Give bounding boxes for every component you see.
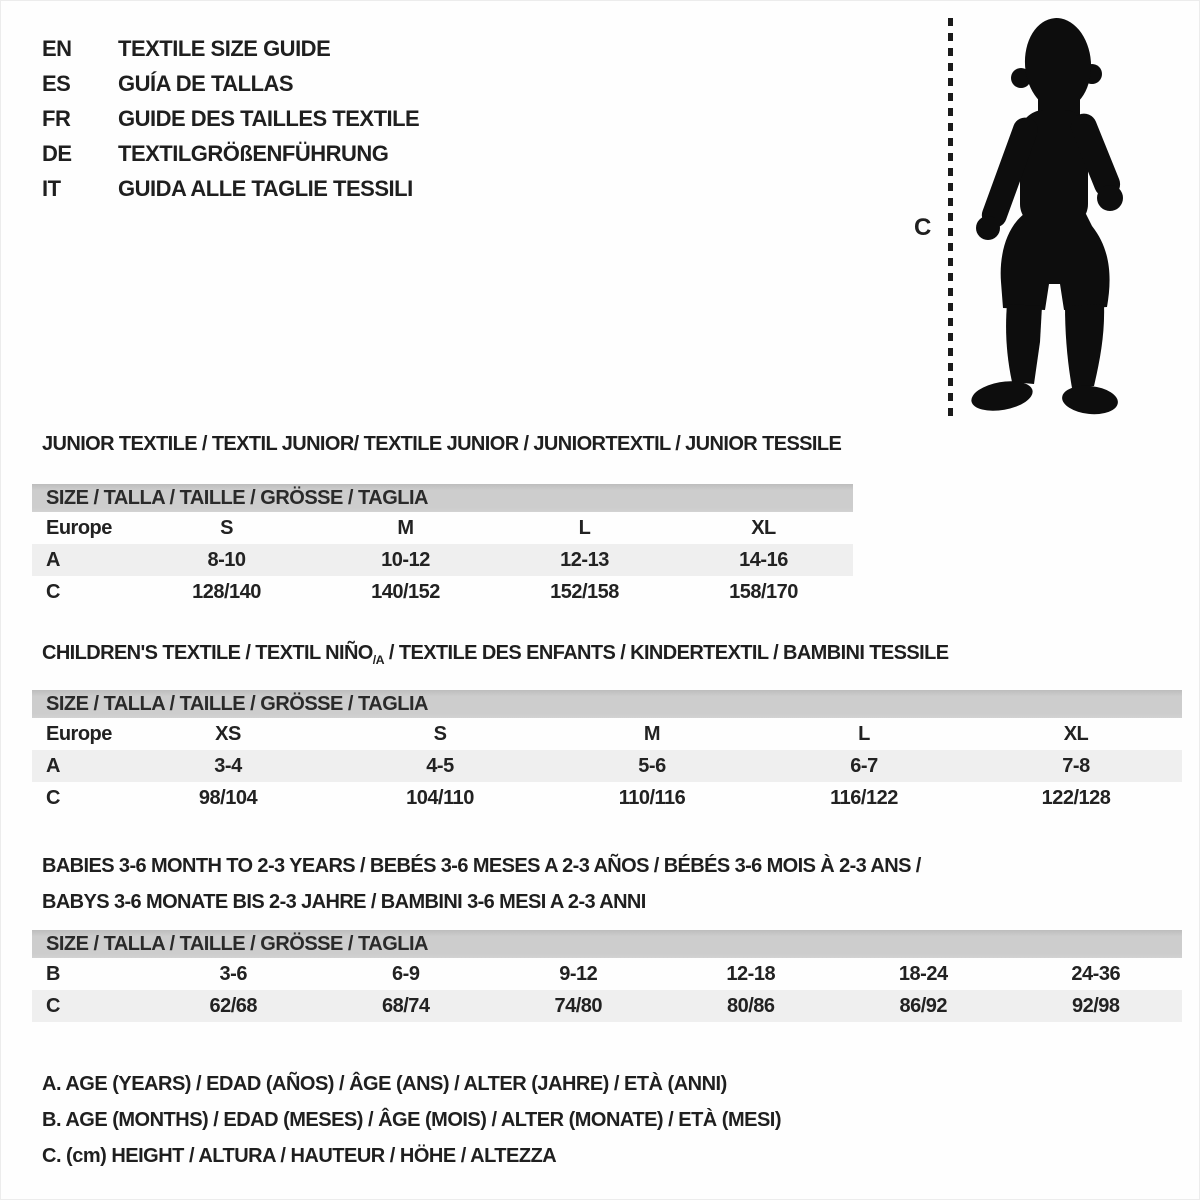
language-list [42,31,419,206]
cell: 128/140 [192,580,261,603]
cell: 7-8 [970,750,1182,782]
row-label: A [32,544,137,576]
cell: 158/170 [729,580,798,603]
cell: 12-13 [495,544,674,576]
cell: 18-24 [898,962,948,985]
cell: 92/98 [1010,990,1183,1022]
cell: 3-4 [122,750,334,782]
cell: 68/74 [320,990,493,1022]
cell: 140/152 [371,580,440,603]
cell: 12-18 [726,962,776,985]
children-section-title [42,642,948,667]
children-size-table [32,690,1182,814]
children-title-post: / TEXTILE DES ENFANTS / KINDERTEXTIL / BAMBINI TESSILE [383,642,949,664]
legend-line-c: C. (cm) HEIGHT / ALTURA / HAUTEUR / HÖHE / ALTEZZA [42,1145,557,1167]
cell: 9-12 [559,962,598,985]
row-label: B [46,962,60,985]
cell: 86/92 [837,990,1010,1022]
cell: L [858,722,870,745]
language-code: EN [42,36,72,61]
table-row-height [32,990,1182,1022]
language-code: DE [42,141,72,166]
cell: M [397,516,414,539]
junior-section-title: JUNIOR TEXTILE / TEXTIL JUNIOR/ TEXTILE JUNIOR / JUNIORTEXTIL / JUNIOR TESSILE [42,433,842,455]
row-label: C [46,786,60,809]
cell: 8-10 [137,544,316,576]
cell: S [220,516,233,539]
row-label: Europe [46,722,112,745]
cell: 24-36 [1071,962,1121,985]
cell: 80/86 [665,990,838,1022]
row-label: Europe [46,516,112,539]
legend-line-a: A. AGE (YEARS) / EDAD (AÑOS) / ÂGE (ANS) / ALTER (JAHRE) / ETÀ (ANNI) [42,1073,727,1095]
size-header: SIZE / TALLA / TAILLE / GRÖSSE / TAGLIA [32,690,1182,718]
language-title: GUIDE DES TAILLES TEXTILE [118,106,420,131]
cell: 10-12 [316,544,495,576]
cell: 116/122 [830,786,898,809]
babies-title-line2: BABYS 3-6 MONATE BIS 2-3 JAHRE / BAMBINI 3-6 MESI A 2-3 ANNI [42,891,646,913]
cell: L [578,516,591,539]
size-header: SIZE / TALLA / TAILLE / GRÖSSE / TAGLIA [32,484,853,512]
cell: 152/158 [550,580,619,603]
cell: 6-7 [758,750,970,782]
cell: S [433,722,447,745]
babies-section-title [42,848,921,920]
cell: 14-16 [674,544,853,576]
language-title: TEXTILGRÖßENFÜHRUNG [118,141,389,166]
language-title: TEXTILE SIZE GUIDE [118,36,331,61]
cell: 98/104 [198,786,258,809]
cell: XL [751,516,776,539]
size-header-row [32,930,1182,958]
cell: 3-6 [219,962,247,985]
table-row-height [32,782,1182,814]
cell: M [643,722,661,745]
language-code: FR [42,106,71,131]
table-row-height [32,576,853,608]
legend-line-b: B. AGE (MONTHS) / EDAD (MESES) / ÂGE (MOIS) / ALTER (MONATE) / ETÀ (MESI) [42,1109,782,1131]
language-row-it [42,171,419,206]
cell: 4-5 [334,750,546,782]
language-code: ES [42,71,71,96]
children-title-sub: /A [372,653,384,667]
table-row-age [32,544,853,576]
table-row-months [32,958,1182,990]
row-label: C [46,580,60,603]
toddler-silhouette-icon [962,14,1142,422]
size-header-row [32,690,1182,718]
cell: 104/110 [406,786,474,809]
table-row-age [32,750,1182,782]
table-row-europe [32,718,1182,750]
language-row-fr [42,101,419,136]
cell: 74/80 [492,990,665,1022]
row-label: A [32,750,122,782]
height-dashed-line [948,18,953,418]
babies-size-table [32,930,1182,1022]
height-measure-label: C [914,214,932,241]
cell: 5-6 [546,750,758,782]
cell: 6-9 [392,962,420,985]
cell: XS [215,722,241,745]
language-title: GUIDA ALLE TAGLIE TESSILI [118,176,413,201]
size-header-row [32,484,853,512]
size-header: SIZE / TALLA / TAILLE / GRÖSSE / TAGLIA [32,930,1182,958]
table-row-europe [32,512,853,544]
language-code: IT [42,176,61,201]
children-title-pre: CHILDREN'S TEXTILE / TEXTIL NIÑO [42,642,373,664]
cell: 122/128 [1041,786,1111,809]
language-row-de [42,136,419,171]
row-label: C [32,990,147,1022]
cell: 110/116 [618,786,686,809]
cell: 62/68 [147,990,320,1022]
language-row-es [42,66,419,101]
cell: XL [1063,722,1089,745]
language-row-en [42,31,419,66]
junior-size-table [32,484,853,608]
measurement-legend [42,1066,781,1174]
language-title: GUÍA DE TALLAS [118,71,294,96]
babies-title-line1: BABIES 3-6 MONTH TO 2-3 YEARS / BEBÉS 3-6 MESES A 2-3 AÑOS / BÉBÉS 3-6 MOIS À 2-3 ANS / [42,855,921,877]
